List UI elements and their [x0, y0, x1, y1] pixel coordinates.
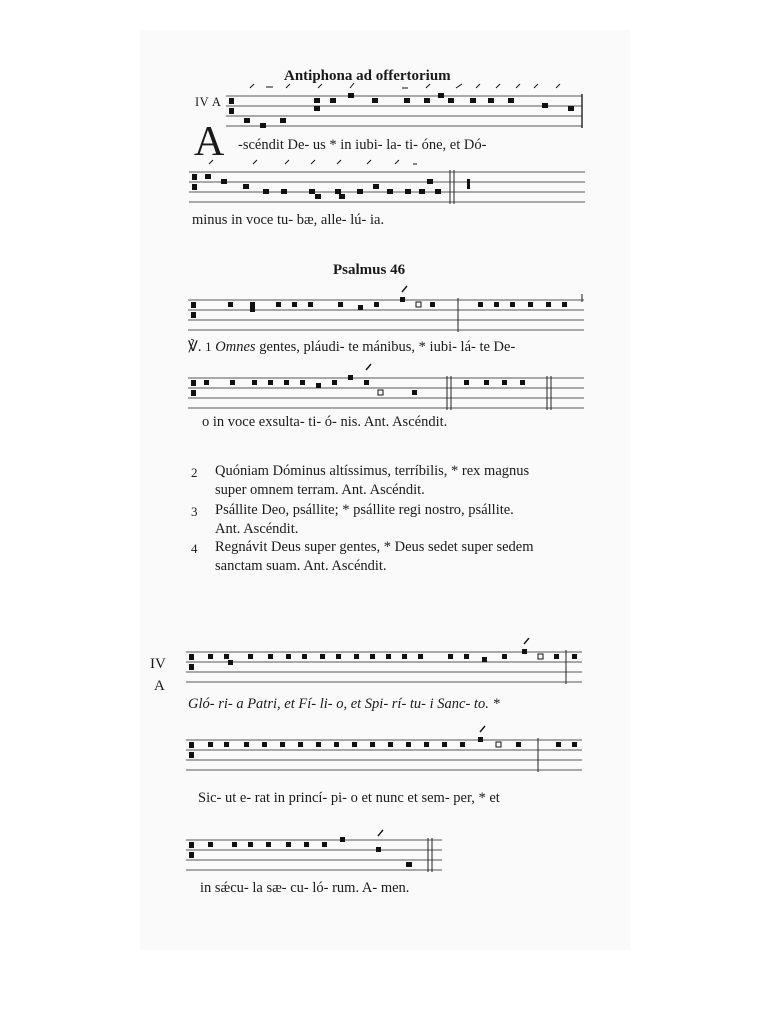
antiphon-title: Antiphona ad offertorium — [284, 68, 451, 84]
verse-1-text: gentes, pláudi- te mánibus, * iubi- lá- te De- — [259, 339, 516, 355]
verse-4-number: 4 — [191, 541, 198, 556]
verse-4-line-1: Regnávit Deus super gentes, * Deus sedet super sedem — [215, 539, 534, 555]
doxology-mode-numeral: IV — [150, 656, 166, 672]
antiphon-mode: IV A — [195, 95, 222, 109]
verse-2-line-1: Quóniam Dóminus altíssimus, terríbilis, * rex magnus — [215, 463, 530, 479]
doxology-text-3: in sǽcu- la sæ- cu- ló- rum. A- men. — [200, 880, 410, 896]
page — [140, 30, 630, 950]
psalm-verse-1-line-2: o in voce exsulta- ti- ó- nis. Ant. Ascéndit. — [202, 414, 448, 430]
doxology-staff-3 — [186, 824, 446, 884]
verse-2-line-2: super omnem terram. Ant. Ascéndit. — [215, 482, 425, 498]
verse-number: 1 — [205, 339, 212, 354]
verse-3-number: 3 — [191, 504, 198, 519]
verse-sign: ℣. — [188, 339, 202, 355]
antiphon-text-1: -scéndit De- us * in iubi- la- ti- óne, et Dó- — [238, 137, 487, 153]
antiphon-staff-1 — [226, 82, 586, 134]
verse-3-line-1: Psállite Deo, psállite; * psállite regi nostro, psállite. — [215, 502, 514, 518]
verse-1-word-1: Omnes — [215, 339, 256, 355]
psalm-staff-1 — [188, 284, 588, 340]
psalm-verse-1-line-1 — [188, 339, 515, 355]
psalm-title: Psalmus 46 — [333, 262, 406, 278]
psalm-staff-2 — [188, 362, 588, 418]
doxology-text-2: Sic- ut e- rat in princí- pi- o et nunc et sem- per, * et — [198, 790, 500, 806]
verse-3-line-2: Ant. Ascéndit. — [215, 521, 299, 537]
verse-2-number: 2 — [191, 465, 198, 480]
doxology-staff-1 — [186, 638, 586, 690]
doxology-text-1: Gló- ri- a Patri, et Fí- li- o, et Spi- rí- tu- i Sanc- to. * — [188, 696, 500, 712]
antiphon-text-2: minus in voce tu- bæ, alle- lú- ia. — [192, 212, 385, 228]
doxology-mode-letter: A — [154, 678, 165, 694]
verse-4-line-2: sanctam suam. Ant. Ascéndit. — [215, 558, 387, 574]
antiphon-initial: A — [194, 119, 225, 165]
doxology-staff-2 — [186, 724, 586, 780]
antiphon-staff-2 — [189, 158, 589, 208]
